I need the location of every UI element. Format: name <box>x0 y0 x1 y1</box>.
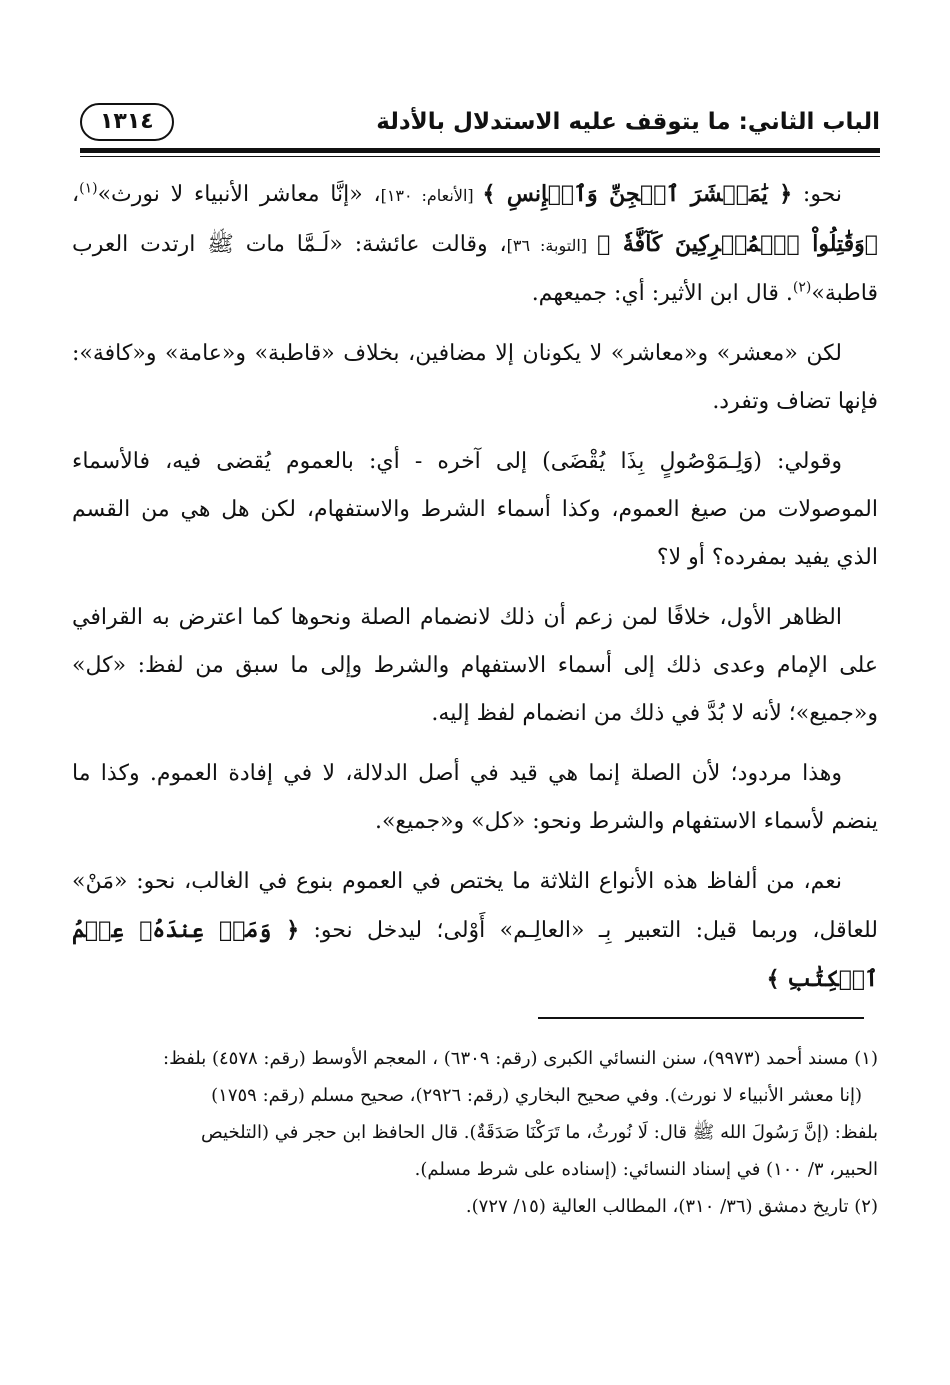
text-run: ، «إنَّا معاشر الأنبياء لا نورث» <box>97 182 381 207</box>
footnote-marker-2[interactable]: (٢) <box>792 279 812 296</box>
page-number: ١٣١٤ <box>80 103 174 141</box>
text-run: نحو: <box>792 182 843 207</box>
chapter-title: الباب الثاني: ما يتوقف عليه الاستدلال بالأدلة <box>376 109 880 135</box>
verse-reference: [التوبة: ٣٦] <box>506 236 598 255</box>
paragraph-6 <box>72 858 878 1004</box>
footnote-2-line: (٢) تاريخ دمشق (٣٦/ ٣١٠)، المطالب العالية (١٥/ ٧٢٧). <box>465 1196 878 1217</box>
text-run: نعم، من ألفاظ هذه الأنواع الثلاثة ما يختص في العموم بنوع في الغالب، نحو: «مَنْ» للعاقل، وربما قيل: التعبير بِـ «العالِـم» أَوْلى؛ ليدخل نحو: <box>72 869 878 943</box>
text-run: . قال ابن الأثير: أي: جميعهم. <box>531 281 793 306</box>
footnote-separator <box>538 1017 864 1019</box>
paragraph-4: الظاهر الأول، خلافًا لمن زعم أن ذلك لانضمام الصلة ونحوها كما اعترض به القرافي على الإمام وعدى ذلك إلى أسماء الاستفهام والشرط وإلى ما سبق من لفظ: «كل» و«جميع»؛ لأنه لا بُدَّ في ذلك من انضمام لفظ إليه. <box>72 605 878 726</box>
quran-verse: ﴿وَقَٰتِلُواْ ٱلۡمُشۡرِكِينَ كَآفَّةٗ ﴾ <box>597 231 878 257</box>
paragraph-5: وهذا مردود؛ لأن الصلة إنما هي قيد في أصل الدلالة، لا في إفادة العموم. وكذا ما ينضم لأسماء الاستفهام والشرط ونحو: «كل» و«جميع». <box>72 761 878 834</box>
paragraph-1 <box>72 170 878 318</box>
footnote-1-line: الحبير، ٣/ ١٠٠) في إسناد النسائي: (إسناده على شرط مسلم). <box>414 1159 878 1180</box>
header-rule-thin <box>80 156 880 157</box>
footnotes <box>72 1040 878 1225</box>
quran-verse: ﴿ وَمَنۡ عِندَهُۥ عِلۡمُ ٱلۡكِتَٰبِ ﴾ <box>72 917 878 992</box>
footnote-marker-1[interactable]: (١) <box>79 180 98 197</box>
quran-verse: ﴿ يَٰمَعۡشَرَ ٱلۡجِنِّ وَٱلۡإِنسِ ﴾ <box>482 181 793 207</box>
text-run: ، <box>72 182 80 207</box>
footnote-1-line: بلفظ: (إنَّ رَسُولَ الله ﷺ قال: لَا نُورثُ، ما تَرَكْنَا صَدَقَةٌ). قال الحافظ ابن حجر في (التلخيص <box>201 1122 878 1143</box>
footnote-1-line: (إنا معشر الأنبياء لا نورث). وفي صحيح البخاري (رقم: ٢٩٢٦)، صحيح مسلم (رقم: ١٧٥٩) <box>211 1085 862 1106</box>
page-header <box>80 100 880 144</box>
header-rule <box>80 148 880 153</box>
paragraph-2: لكن «معشر» و«معاشر» لا يكونان إلا مضافين، بخلاف «قاطبة» و«عامة» و«كافة»: فإنها تضاف وتفرد. <box>72 341 878 414</box>
verse-reference: [الأنعام: ١٣٠] <box>380 186 483 205</box>
footnote-1-line: (١) مسند أحمد (٩٩٧٣)، سنن النسائي الكبرى (رقم: ٦٣٠٩) ، المعجم الأوسط (رقم: ٤٥٧٨) بلفظ: <box>163 1048 878 1069</box>
main-text <box>72 170 878 1016</box>
paragraph-3: وقولي: (وَلِـمَوْصُولٍ بِذَا يُقْضَى) إلى آخره - أي: بالعموم يُقضى فيه، فالأسماء الموصولات من صيغ العموم، وكذا أسماء الشرط والاستفهام، لكن هل هي من القسم الذي يفيد بمفرده؟ أو لا؟ <box>72 449 878 570</box>
text-run: ، وقالت عائشة: «لَـمَّا مات ﷺ ارتدت العرب قاطبة» <box>72 232 878 306</box>
